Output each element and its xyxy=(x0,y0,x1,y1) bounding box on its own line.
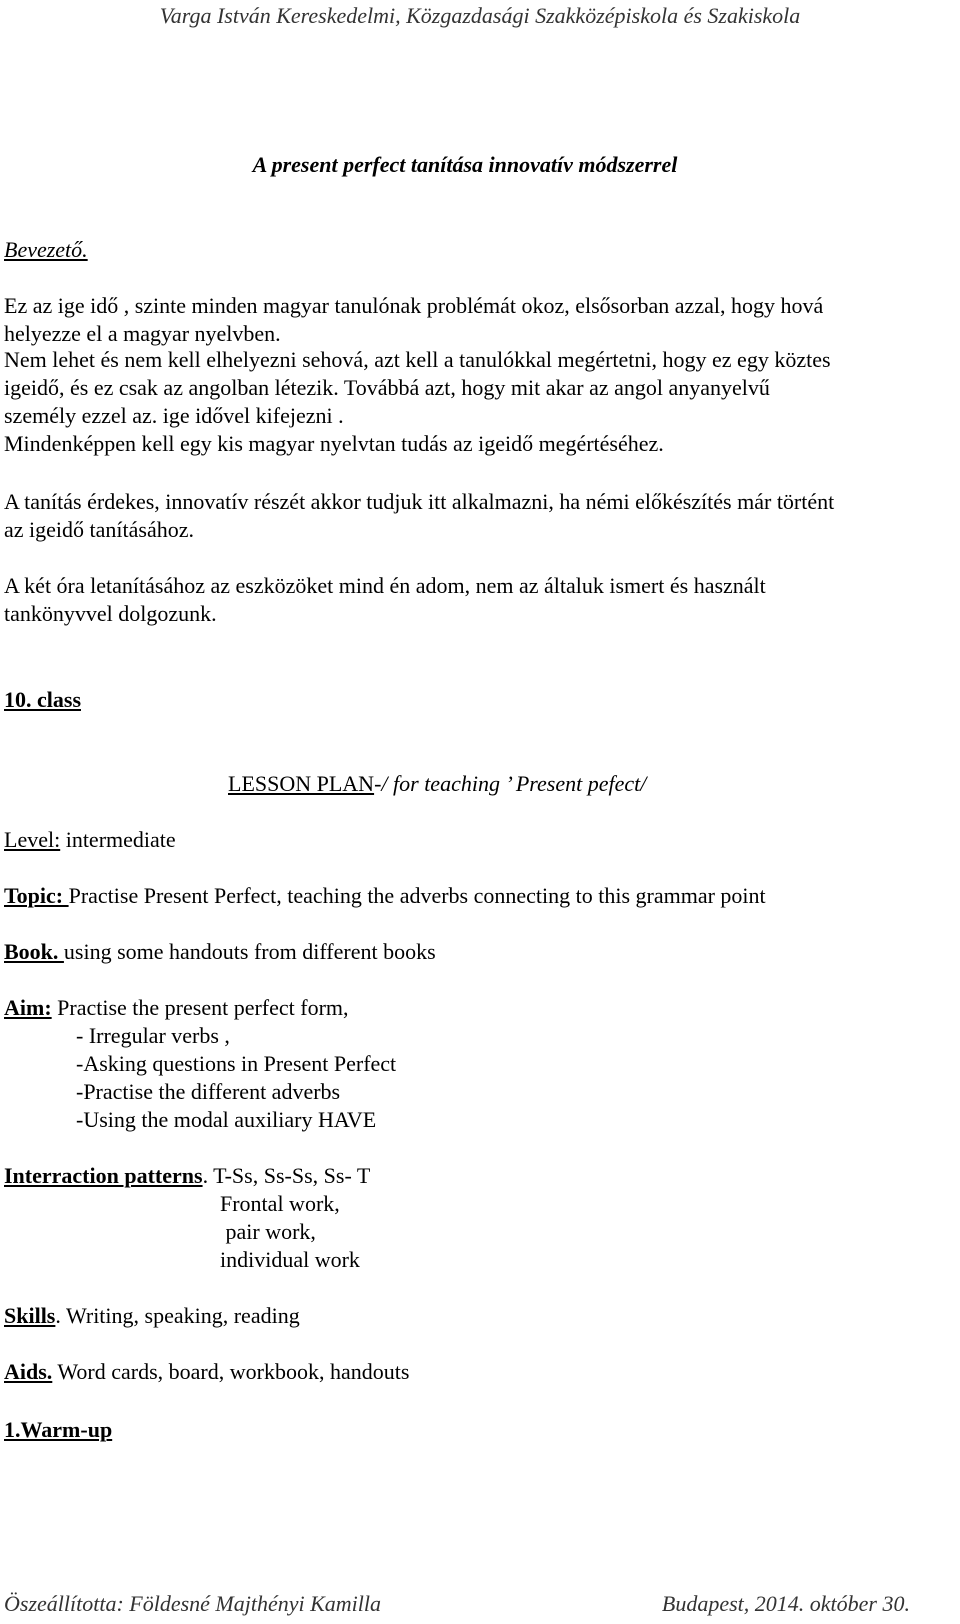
footer-date: Budapest, 2014. október 30. xyxy=(661,1591,910,1616)
aim-label: Aim: xyxy=(4,995,52,1020)
interaction-item: individual work xyxy=(220,1247,360,1272)
aids-row xyxy=(4,1358,409,1386)
interaction-item: Frontal work, xyxy=(220,1191,340,1216)
topic-value: Practise Present Perfect, teaching the adverbs connecting to this grammar point xyxy=(68,883,766,908)
aids-value: Word cards, board, workbook, handouts xyxy=(52,1359,410,1384)
aim-value: Practise the present perfect form, xyxy=(51,995,349,1020)
topic-label: Topic: xyxy=(4,883,69,908)
paragraph-line: A két óra letanításához az eszközöket mind én adom, nem az általuk ismert és használt xyxy=(4,573,766,598)
book-label: Book. xyxy=(4,939,64,964)
warmup-heading: 1.Warm-up xyxy=(4,1417,113,1442)
skills-label: Skills xyxy=(4,1303,56,1328)
aim-item: - Irregular verbs , xyxy=(76,1023,230,1048)
aim-row xyxy=(4,994,349,1022)
intro-line: Mindenképpen kell egy kis magyar nyelvtan tudás az igeidő megértéséhez. xyxy=(4,431,664,456)
book-row xyxy=(4,938,436,966)
interaction-value: . T-Ss, Ss-Ss, Ss- T xyxy=(202,1163,371,1188)
page-header: Varga István Kereskedelmi, Közgazdasági Szakközépiskola és Szakiskola xyxy=(159,3,801,28)
level-label: Level: xyxy=(4,827,61,852)
paragraph-line: A tanítás érdekes, innovatív részét akkor tudjuk itt alkalmazni, ha némi előkészítés már történt xyxy=(4,489,835,514)
footer-author: Öszeállította: Földesné Majthényi Kamilla xyxy=(4,1591,382,1616)
paragraph-line: az igeidő tanításához. xyxy=(4,517,194,542)
intro-line: helyezze el a magyar nyelvben. xyxy=(4,321,281,346)
aids-label: Aids. xyxy=(4,1359,53,1384)
document-title: A present perfect tanítása innovatív módszerrel xyxy=(252,152,678,177)
topic-row xyxy=(4,882,766,910)
aim-item: -Practise the different adverbs xyxy=(76,1079,341,1104)
intro-line: Ez az ige idő , szinte minden magyar tanulónak problémát okoz, elsősorban azzal, hogy hová xyxy=(4,293,824,318)
aim-item: -Using the modal auxiliary HAVE xyxy=(76,1107,377,1132)
level-value: intermediate xyxy=(60,827,176,852)
intro-line: igeidő, és ez csak az angolban létezik. Továbbá azt, hogy mit akar az angol anyanyelvű xyxy=(4,375,770,400)
lesson-plan-label: LESSON PLAN xyxy=(228,771,375,796)
lesson-plan-suffix: -/ for teaching ’ Present pefect/ xyxy=(374,771,647,796)
aim-item: -Asking questions in Present Perfect xyxy=(76,1051,397,1076)
class-label: 10. class xyxy=(4,687,81,712)
lesson-plan-heading xyxy=(228,770,646,798)
interaction-label: Interraction patterns xyxy=(4,1163,203,1188)
interaction-row xyxy=(4,1162,370,1190)
interaction-item: pair work, xyxy=(220,1219,316,1244)
book-value: using some handouts from different books xyxy=(63,939,436,964)
intro-heading: Bevezető. xyxy=(4,237,88,262)
intro-line: személy ezzel az. ige idővel kifejezni . xyxy=(4,403,344,428)
skills-row xyxy=(4,1302,300,1330)
skills-value: . Writing, speaking, reading xyxy=(55,1303,300,1328)
intro-line: Nem lehet és nem kell elhelyezni sehová, azt kell a tanulókkal megértetni, hogy ez egy köztes xyxy=(4,347,831,372)
paragraph-line: tankönyvvel dolgozunk. xyxy=(4,601,217,626)
level-row xyxy=(4,826,176,854)
